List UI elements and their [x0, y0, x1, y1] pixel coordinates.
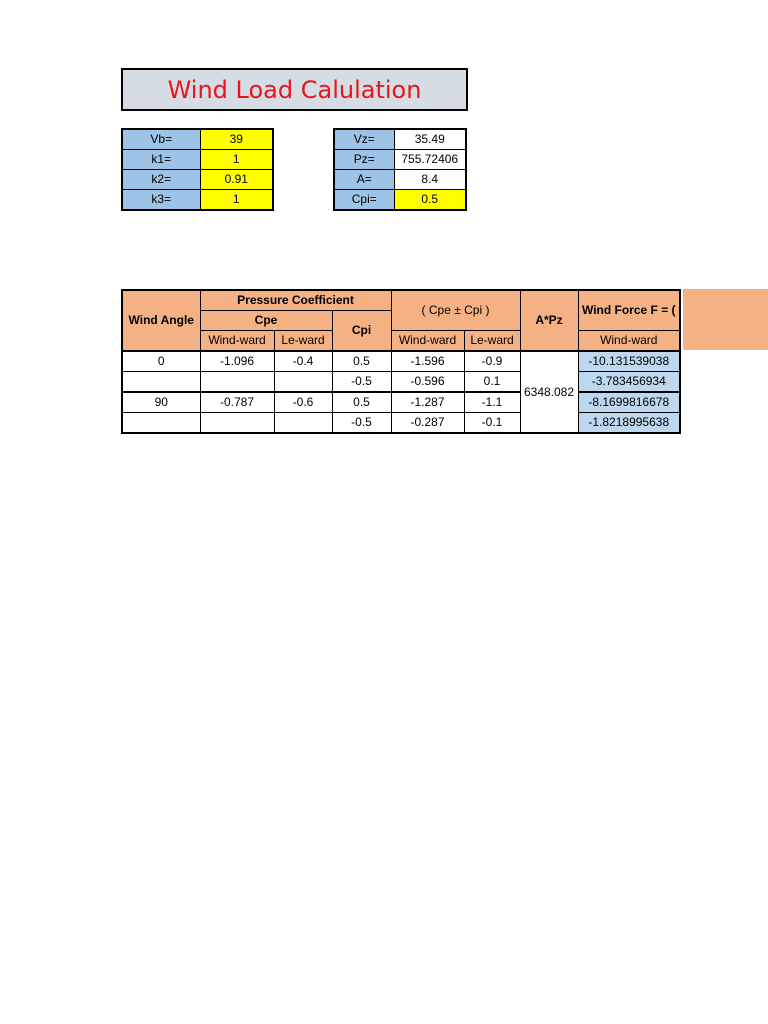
cell-value-k1[interactable]: 1 — [200, 150, 273, 170]
cell-cpi[interactable]: 0.5 — [332, 392, 391, 413]
input-row-k1 — [122, 150, 273, 170]
cell-angle[interactable]: 0 — [122, 351, 200, 372]
cell-cpe-lee[interactable] — [274, 413, 332, 434]
cell-value-pz[interactable]: 755.72406 — [394, 150, 466, 170]
cell-sum-lee[interactable]: -1.1 — [464, 392, 520, 413]
table-row — [122, 351, 680, 372]
cell-sum-wind[interactable]: -1.287 — [391, 392, 464, 413]
derived-row-a — [334, 170, 466, 190]
cell-value-k3[interactable]: 1 — [200, 190, 273, 211]
header-cpi[interactable]: Cpi — [332, 311, 391, 352]
cell-sum-wind[interactable]: -0.287 — [391, 413, 464, 434]
header-cpe-le-ward[interactable]: Le-ward — [274, 331, 332, 352]
cell-sum-lee[interactable]: 0.1 — [464, 372, 520, 393]
sheet-title: Wind Load Calulation — [121, 68, 468, 111]
header-a-pz[interactable]: A*Pz — [520, 290, 578, 351]
header-wind-force[interactable]: Wind Force F = ( — [578, 290, 680, 331]
header-cpe-wind-ward[interactable]: Wind-ward — [200, 331, 274, 352]
cell-cpe-wind[interactable] — [200, 413, 274, 434]
header-row-3 — [122, 331, 680, 352]
cell-force-wind[interactable]: -1.8218995638 — [578, 413, 680, 434]
cell-force-wind[interactable]: -3.783456934 — [578, 372, 680, 393]
cell-label-k1[interactable]: k1= — [122, 150, 200, 170]
cell-cpe-wind[interactable]: -1.096 — [200, 351, 274, 372]
cell-label-pz[interactable]: Pz= — [334, 150, 394, 170]
derived-row-pz — [334, 150, 466, 170]
cell-label-a[interactable]: A= — [334, 170, 394, 190]
derived-row-vz — [334, 129, 466, 150]
cell-value-k2[interactable]: 0.91 — [200, 170, 273, 190]
cell-angle[interactable] — [122, 372, 200, 393]
cell-cpi[interactable]: 0.5 — [332, 351, 391, 372]
cell-angle[interactable]: 90 — [122, 392, 200, 413]
cell-a-pz[interactable]: 6348.082 — [520, 351, 578, 433]
cell-sum-wind[interactable]: -1.596 — [391, 351, 464, 372]
derived-parameters-table — [333, 128, 467, 211]
cell-sum-wind[interactable]: -0.596 — [391, 372, 464, 393]
cell-sum-lee[interactable]: -0.9 — [464, 351, 520, 372]
header-sum-le-ward[interactable]: Le-ward — [464, 331, 520, 352]
input-row-k2 — [122, 170, 273, 190]
cell-cpe-lee[interactable] — [274, 372, 332, 393]
input-parameters-table — [121, 128, 274, 211]
cell-label-cpi[interactable]: Cpi= — [334, 190, 394, 211]
cell-force-wind[interactable]: -8.1699816678 — [578, 392, 680, 413]
table-row — [122, 392, 680, 413]
header-sum-wind-ward[interactable]: Wind-ward — [391, 331, 464, 352]
input-row-vb — [122, 129, 273, 150]
table-row — [122, 372, 680, 393]
header-overflow-fill — [683, 289, 768, 350]
cell-cpi[interactable]: -0.5 — [332, 413, 391, 434]
cell-label-vb[interactable]: Vb= — [122, 129, 200, 150]
cell-label-vz[interactable]: Vz= — [334, 129, 394, 150]
cell-value-cpi[interactable]: 0.5 — [394, 190, 466, 211]
header-row-1 — [122, 290, 680, 311]
wind-load-table — [121, 289, 681, 434]
cell-angle[interactable] — [122, 413, 200, 434]
header-cpe[interactable]: Cpe — [200, 311, 332, 331]
header-pressure-coefficient[interactable]: Pressure Coefficient — [200, 290, 391, 311]
table-row — [122, 413, 680, 434]
cell-value-vz[interactable]: 35.49 — [394, 129, 466, 150]
header-cpe-pm-cpi[interactable]: ( Cpe ± Cpi ) — [391, 290, 520, 331]
cell-force-wind[interactable]: -10.131539038 — [578, 351, 680, 372]
cell-cpe-lee[interactable]: -0.4 — [274, 351, 332, 372]
derived-row-cpi — [334, 190, 466, 211]
cell-cpe-wind[interactable] — [200, 372, 274, 393]
cell-label-k3[interactable]: k3= — [122, 190, 200, 211]
cell-label-k2[interactable]: k2= — [122, 170, 200, 190]
cell-cpe-lee[interactable]: -0.6 — [274, 392, 332, 413]
header-force-wind-ward[interactable]: Wind-ward — [578, 331, 680, 352]
header-wind-angle[interactable]: Wind Angle — [122, 290, 200, 351]
cell-cpe-wind[interactable]: -0.787 — [200, 392, 274, 413]
cell-cpi[interactable]: -0.5 — [332, 372, 391, 393]
cell-value-a[interactable]: 8.4 — [394, 170, 466, 190]
input-row-k3 — [122, 190, 273, 211]
cell-sum-lee[interactable]: -0.1 — [464, 413, 520, 434]
cell-value-vb[interactable]: 39 — [200, 129, 273, 150]
